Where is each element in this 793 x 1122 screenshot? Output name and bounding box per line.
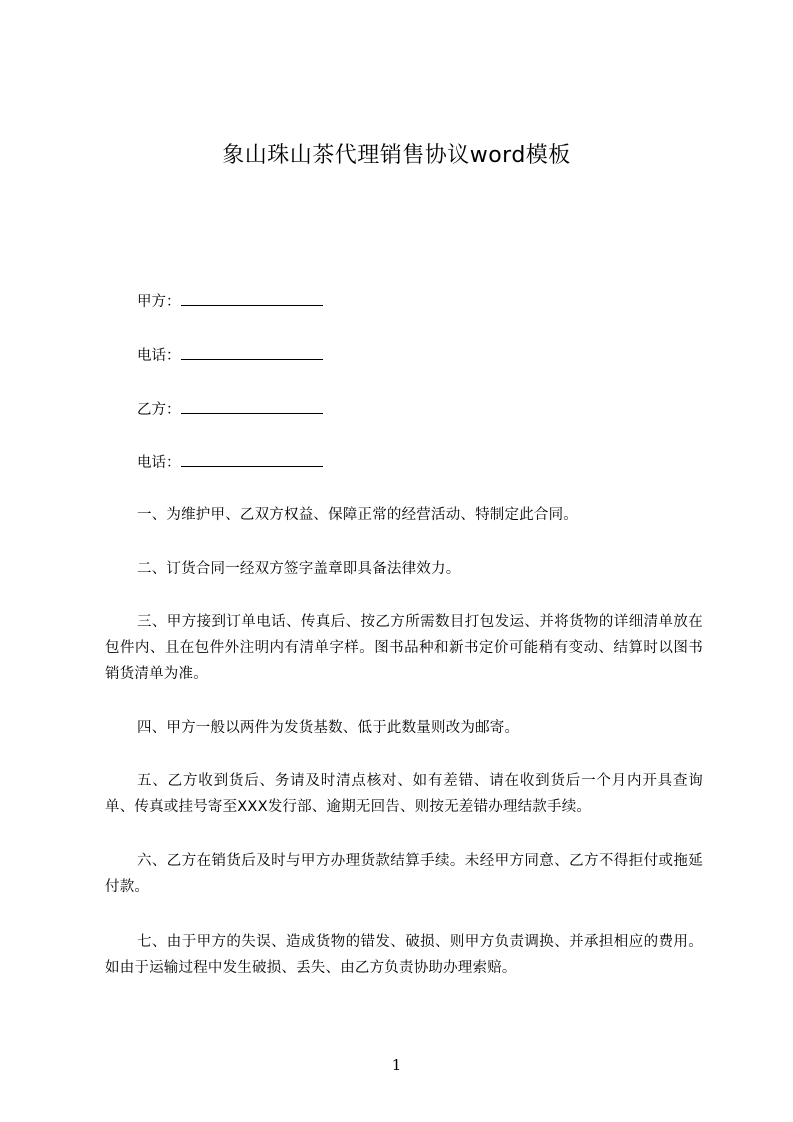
document-title: 象山珠山茶代理销售协议word模板 <box>222 143 571 168</box>
clause-3: 三、甲方接到订单电话、传真后、按乙方所需数目打包发运、并将货物的详细清单放在包件内、且在包件外注明内有清单字样。图书品种和新书定价可能稍有变动、结算时以图书销货清单为准。 <box>105 614 703 682</box>
party-b-phone-label: 电话： <box>137 455 181 471</box>
party-a-phone-label: 电话： <box>137 348 181 364</box>
party-a-phone-field <box>137 345 323 366</box>
clause-4: 四、甲方一般以两件为发货基数、低于此数量则改为邮寄。 <box>137 720 520 736</box>
party-b-phone-field <box>137 452 323 473</box>
party-a-phone-blank <box>181 345 323 360</box>
clause-5: 五、乙方收到货后、务请及时清点核对、如有差错、请在收到货后一个月内开具查询单、传真或挂号寄至XXX发行部、逾期无回告、则按无差错办理结款手续。 <box>105 773 703 815</box>
party-a-label: 甲方： <box>137 294 181 310</box>
clause-1: 一、为维护甲、乙双方权益、保障正常的经营活动、特制定此合同。 <box>137 507 578 523</box>
clause-7: 七、由于甲方的失误、造成货物的错发、破损、则甲方负责调换、并承担相应的费用。如由于运输过程中发生破损、丢失、由乙方负责协助办理索赔。 <box>105 934 703 976</box>
page-number: 1 <box>391 1056 402 1074</box>
party-a-field <box>137 291 323 312</box>
clause-6: 六、乙方在销货后及时与甲方办理货款结算手续。未经甲方同意、乙方不得拒付或拖延付款。 <box>105 853 703 895</box>
party-b-phone-blank <box>181 452 323 467</box>
party-b-field <box>137 399 323 420</box>
party-a-blank <box>181 291 323 306</box>
clause-2: 二、订货合同一经双方签字盖章即具备法律效力。 <box>137 561 461 577</box>
party-b-label: 乙方： <box>137 402 181 418</box>
party-b-blank <box>181 399 323 414</box>
